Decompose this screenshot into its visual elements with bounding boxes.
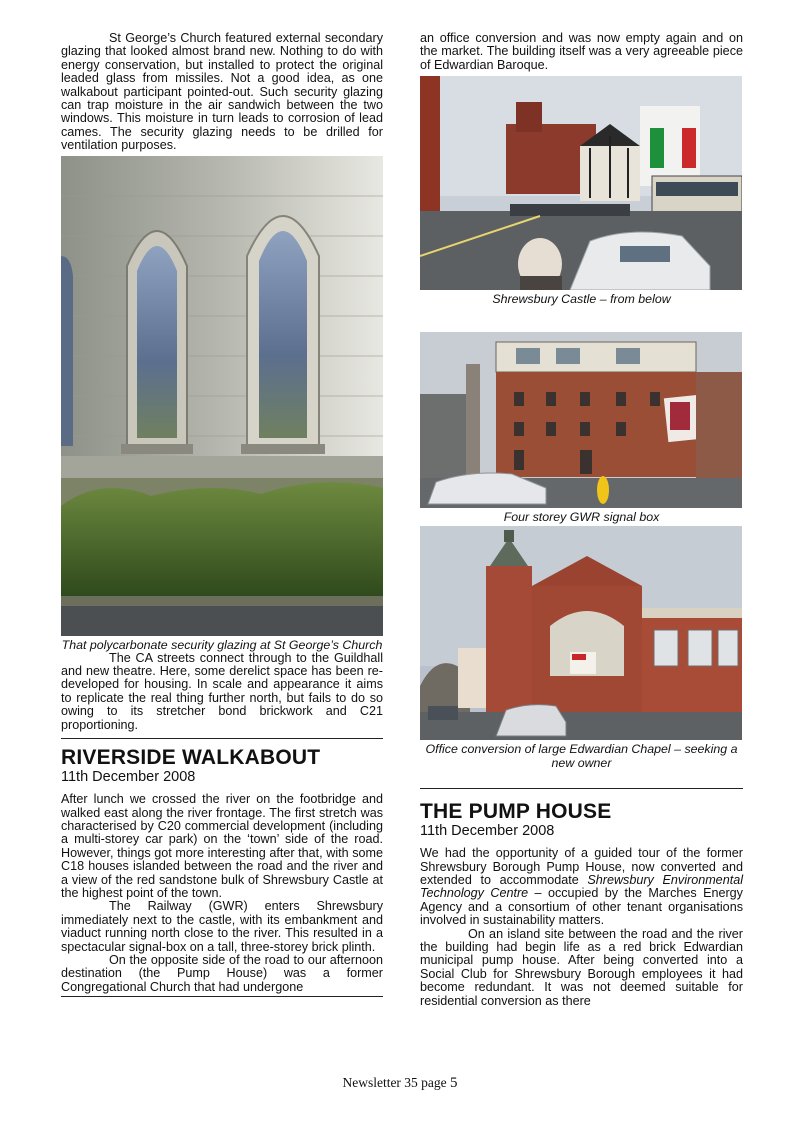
setc-name: Shrewsbury Environmental Technology Centre <box>420 873 743 901</box>
column-end-rule <box>61 996 383 997</box>
pump-house-date: 11th December 2008 <box>420 823 555 840</box>
river-frontage-paragraph: After lunch we crossed the river on the footbridge and walked east along the river frontage. The first stretch was characterised by C20 commercial development (including a multi-storey car park) on the ‘town’ side of the road. However, things got more interesting after that, with some C18 houses islanded between the road and the river and a view of the red sandstone bulk of Shrewsbury Castle at the highest point of the town. <box>61 792 383 900</box>
guided-tour-paragraph <box>420 847 743 927</box>
section-divider-right <box>420 788 743 789</box>
ca-streets-paragraph: The CA streets connect through to the Guildhall and new theatre. Here, some derelict space has been re-developed for housing. In scale and appearance it aims to replicate the real thing further north, but fails to do so owing to its stretcher bond brickwork and C21 proportioning. <box>61 650 383 732</box>
riverside-walkabout-date: 11th December 2008 <box>61 769 196 786</box>
chapel-photo-caption: Office conversion of large Edwardian Chapel – seeking a new owner <box>425 742 738 771</box>
castle-photo-caption: Shrewsbury Castle – from below <box>492 292 671 307</box>
page-footer <box>0 1075 800 1092</box>
guided-tour-text-a: We had the opportunity of a guided tour of the former Shrewsbury Borough Pump House, now converted and extended to accommodate <box>420 846 743 888</box>
pump-house-heading: THE PUMP HOUSE <box>420 800 612 824</box>
church-window-photo <box>61 156 383 636</box>
page-number: 5 <box>450 1075 458 1091</box>
church-glazing-paragraph: St George’s Church featured external secondary glazing that looked almost brand new. Nothing to do with energy conservation, but installed to protect the original leaded glass from missiles. Not a good idea, as one walkabout participant pointed-out. Such security glazing can trap moisture in the air sandwich between the two windows. This moisture in turn leads to corrosion of lead cames. The security glazing needs to be drilled for ventilation purposes. <box>61 31 383 153</box>
railway-paragraph: The Railway (GWR) enters Shrewsbury immediately next to the castle, with its embankment and viaduct running north close to the river. This resulted in a spectacular signal-box on a tall, three-storey brick plinth. <box>61 899 383 954</box>
signal-box-photo-caption: Four storey GWR signal box <box>503 510 660 525</box>
section-divider <box>61 738 383 739</box>
signal-box-photo <box>420 332 742 508</box>
church-photo-caption: That polycarbonate security glazing at St George’s Church <box>61 637 383 652</box>
left-column <box>61 32 383 997</box>
congregational-church-paragraph: On the opposite side of the road to our afternoon destination (the Pump House) was a former Congregational Church that had undergone <box>61 952 383 994</box>
edwardian-chapel-photo <box>420 526 742 740</box>
island-site-paragraph: On an island site between the road and the river the building had begin life as a red brick Edwardian municipal pump house. After being converted into a Social Club for Shrewsbury Borough employees it had become redundant. It was not deemed suitable for residential conversion as there <box>420 926 743 1008</box>
riverside-walkabout-heading: RIVERSIDE WALKABOUT <box>61 746 321 770</box>
castle-photo <box>420 76 742 290</box>
footer-label: Newsletter 35 page <box>342 1075 447 1090</box>
guided-tour-text-b: – occupied by the Marches Energy Agency and a consortium of other tenant organisations involved in sustainability matters. <box>420 886 743 928</box>
edwardian-baroque-paragraph: an office conversion and was now empty again and on the market. The building itself was a very agreeable piece of Edwardian Baroque. <box>420 31 743 72</box>
right-column <box>420 32 743 1008</box>
